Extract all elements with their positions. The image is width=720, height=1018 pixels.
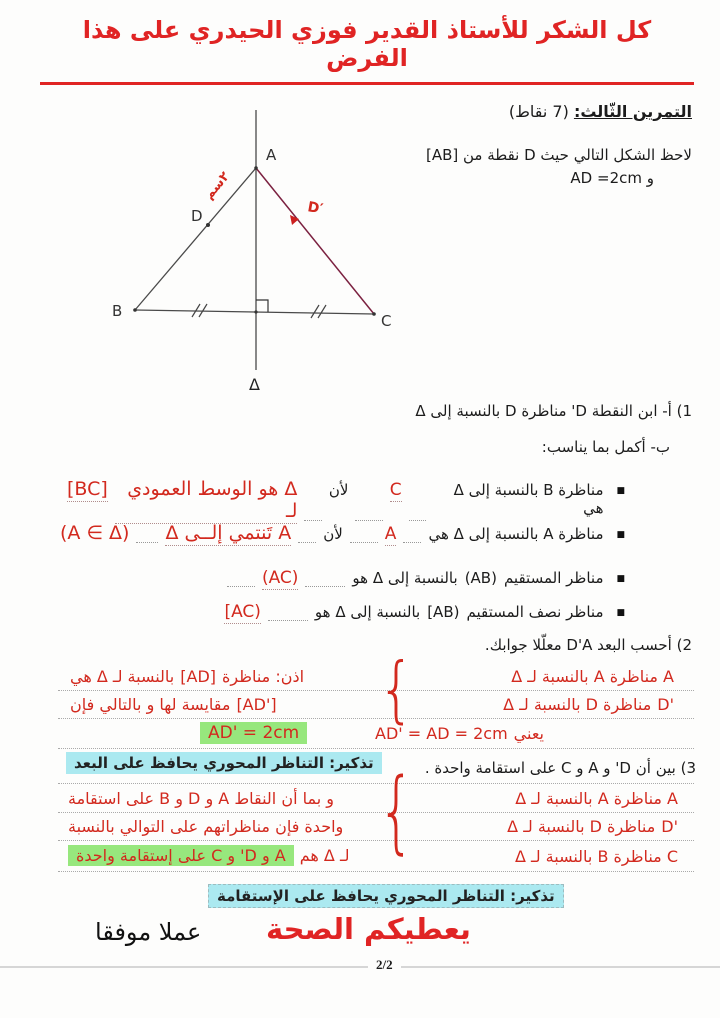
hand-text: مناظرة D بالنسبة لـ Δ xyxy=(507,817,656,836)
bullet-4-text: مناظر نصف المستقيم xyxy=(466,603,604,621)
hand-text: مقايسة لها و بالتالي فإن xyxy=(70,695,231,714)
hand-text: لـ Δ هم xyxy=(299,846,350,865)
hand-math: D' xyxy=(661,817,678,836)
hand-math: [AD'] xyxy=(236,695,277,714)
bullet-icon: ■ xyxy=(616,486,625,496)
brace-icon: { xyxy=(378,758,415,864)
page-number: 2/2 xyxy=(368,957,401,973)
intro-text xyxy=(426,144,692,190)
bullet-2-text: مناظرة A بالنسبة إلى Δ هي xyxy=(428,525,604,543)
reminder-note-distance: تذكير: التناظر المحوري يحافظ على البعد xyxy=(66,752,382,774)
bullet-4-answer: [AC) xyxy=(224,602,261,622)
right-angle-mark xyxy=(256,300,268,312)
q3-right-line-1: A مناظرة A بالنسبة لـ Δ xyxy=(515,789,678,808)
q2-right-line-1: A مناظرة A بالنسبة لـ Δ xyxy=(511,667,674,686)
bullet-row-1 xyxy=(60,478,625,524)
dotted-blank xyxy=(268,611,308,621)
point-c-dot xyxy=(372,312,376,316)
hand-text: يعني xyxy=(513,724,544,743)
reminder-note-alignment: تذكير: التناظر المحوري يحافظ على الإستقامة xyxy=(208,884,564,908)
header-banner: كل الشكر للأستاذ القدير فوزي الحيدري على هذا الفرض xyxy=(40,16,694,85)
page-divider xyxy=(0,966,720,968)
bullet-1-reason-seg: [BC] xyxy=(67,478,108,500)
bullet-2-answer: A xyxy=(384,524,397,544)
hand-math: [AD] xyxy=(180,667,217,686)
hand-length-annotation: ٢سم xyxy=(201,169,233,203)
hand-text: بالنسبة لـ Δ هي xyxy=(70,667,175,686)
bullet-4-post: بالنسبة إلى Δ هو xyxy=(314,603,421,621)
q3-left-line-2: واحدة فإن مناظراتهم على التوالي بالنسبة xyxy=(68,817,344,836)
bullet-icon: ■ xyxy=(616,608,625,618)
point-b-dot xyxy=(133,308,137,312)
point-d-label: D xyxy=(191,207,203,225)
bullet-2-mid: لأن xyxy=(323,525,343,543)
bullet-row-2 xyxy=(60,522,625,546)
q1a-text: 1) أ- ابن النقطة D' مناظرة D بالنسبة إلى Δ xyxy=(415,402,692,420)
hand-text: مناظرة D بالنسبة لـ Δ xyxy=(503,695,652,714)
q2-title: 2) أحسب البعد D'A معلّلا جوابك. xyxy=(484,636,692,654)
q3-answer-row-1 xyxy=(58,786,694,813)
q3-left-line-3 xyxy=(68,845,350,866)
intro-line-1: لاحظ الشكل التالي حيث D نقطة من [AB] xyxy=(425,146,692,164)
intro-line-2: و AD =2cm xyxy=(570,169,654,187)
q3-right-line-2 xyxy=(507,817,678,836)
point-b-label: B xyxy=(112,302,123,320)
bullet-3-text: مناظر المستقيم xyxy=(503,569,604,587)
q3-result-highlight: A و D' و C على إستقامة واحدة xyxy=(68,845,294,866)
bullet-4-seg: [AB) xyxy=(427,603,460,621)
triangle-side-ac xyxy=(256,168,374,314)
bullet-2-reason: A تَنتمي إلــى Δ xyxy=(165,522,292,544)
brace-icon: { xyxy=(378,646,415,732)
footer-thanks-text: يعطيكم الصحة xyxy=(266,912,471,946)
bullet-1-reason: Δ هو الوسط العمودي لـ xyxy=(115,478,298,524)
hand-math: D' xyxy=(657,695,674,714)
q3-answer-row-2 xyxy=(58,814,694,841)
footer-wish-text: عملا موفقا xyxy=(95,918,202,946)
point-c-label: C xyxy=(381,312,392,330)
q2-left-line-1 xyxy=(70,667,304,686)
dotted-blank xyxy=(298,533,316,543)
tick-mark-right-1 xyxy=(311,305,319,318)
bullet-1-mid: لأن xyxy=(328,481,349,499)
bullet-3-seg: (AB) xyxy=(464,569,497,587)
exercise-title-row xyxy=(509,102,692,121)
point-d-dot xyxy=(206,223,210,227)
dotted-blank xyxy=(403,533,421,543)
exercise-points: (7 نقاط) xyxy=(508,102,569,121)
dotted-blank xyxy=(305,577,345,587)
q2-answer-row-1 xyxy=(58,664,694,691)
geometry-figure xyxy=(98,98,398,398)
bullet-1-text: مناظرة B بالنسبة إلى Δ هي xyxy=(453,481,604,517)
q2-right-line-2 xyxy=(503,695,674,714)
dotted-blank xyxy=(136,533,158,543)
q1b-text: ب- أكمل بما يناسب: xyxy=(541,438,670,456)
q2-answer-row-2 xyxy=(58,692,694,719)
dotted-blank xyxy=(350,533,378,543)
bullet-3-answer: (AC) xyxy=(261,568,299,588)
bullet-row-4 xyxy=(224,602,625,624)
bullet-2-tail: (A ∈ Δ) xyxy=(60,522,130,544)
bullet-row-3 xyxy=(227,568,625,590)
midpoint-dot xyxy=(254,310,257,313)
q3-left-line-1: و بما أن النقاط A و D و B على استقامة xyxy=(68,789,334,808)
hand-text: اذن: مناظرة xyxy=(222,667,305,686)
dotted-blank xyxy=(227,577,255,587)
q3-right-line-3: C مناظرة B بالنسبة لـ Δ xyxy=(514,847,678,866)
dotted-blank xyxy=(355,511,382,521)
dotted-blank xyxy=(409,511,427,521)
triangle-side-ab xyxy=(135,168,256,310)
delta-label: Δ xyxy=(249,375,260,394)
q3-answer-row-3 xyxy=(58,842,694,872)
q2-result-highlight: AD' = 2cm xyxy=(200,722,307,744)
exercise-title: التمرين الثّالث: xyxy=(573,102,692,121)
bullet-1-answer: C xyxy=(389,480,402,500)
point-a-label: A xyxy=(266,146,277,164)
point-a-dot xyxy=(254,166,258,170)
q3-title: 3) بين أن D' و A و C على استقامة واحدة . xyxy=(424,759,696,777)
bullet-icon: ■ xyxy=(616,574,625,584)
q2-left-line-2 xyxy=(70,695,277,714)
tick-mark-right-2 xyxy=(318,305,326,318)
bullet-3-post: بالنسبة إلى Δ هو xyxy=(352,569,458,587)
dotted-blank xyxy=(304,511,322,521)
bullet-icon: ■ xyxy=(616,530,625,540)
hand-dprime-label: D′ xyxy=(306,199,325,218)
q3-title-row xyxy=(58,750,694,784)
hand-math: AD' = AD = 2cm xyxy=(375,724,508,743)
q2-answer-row-3 xyxy=(58,720,694,749)
